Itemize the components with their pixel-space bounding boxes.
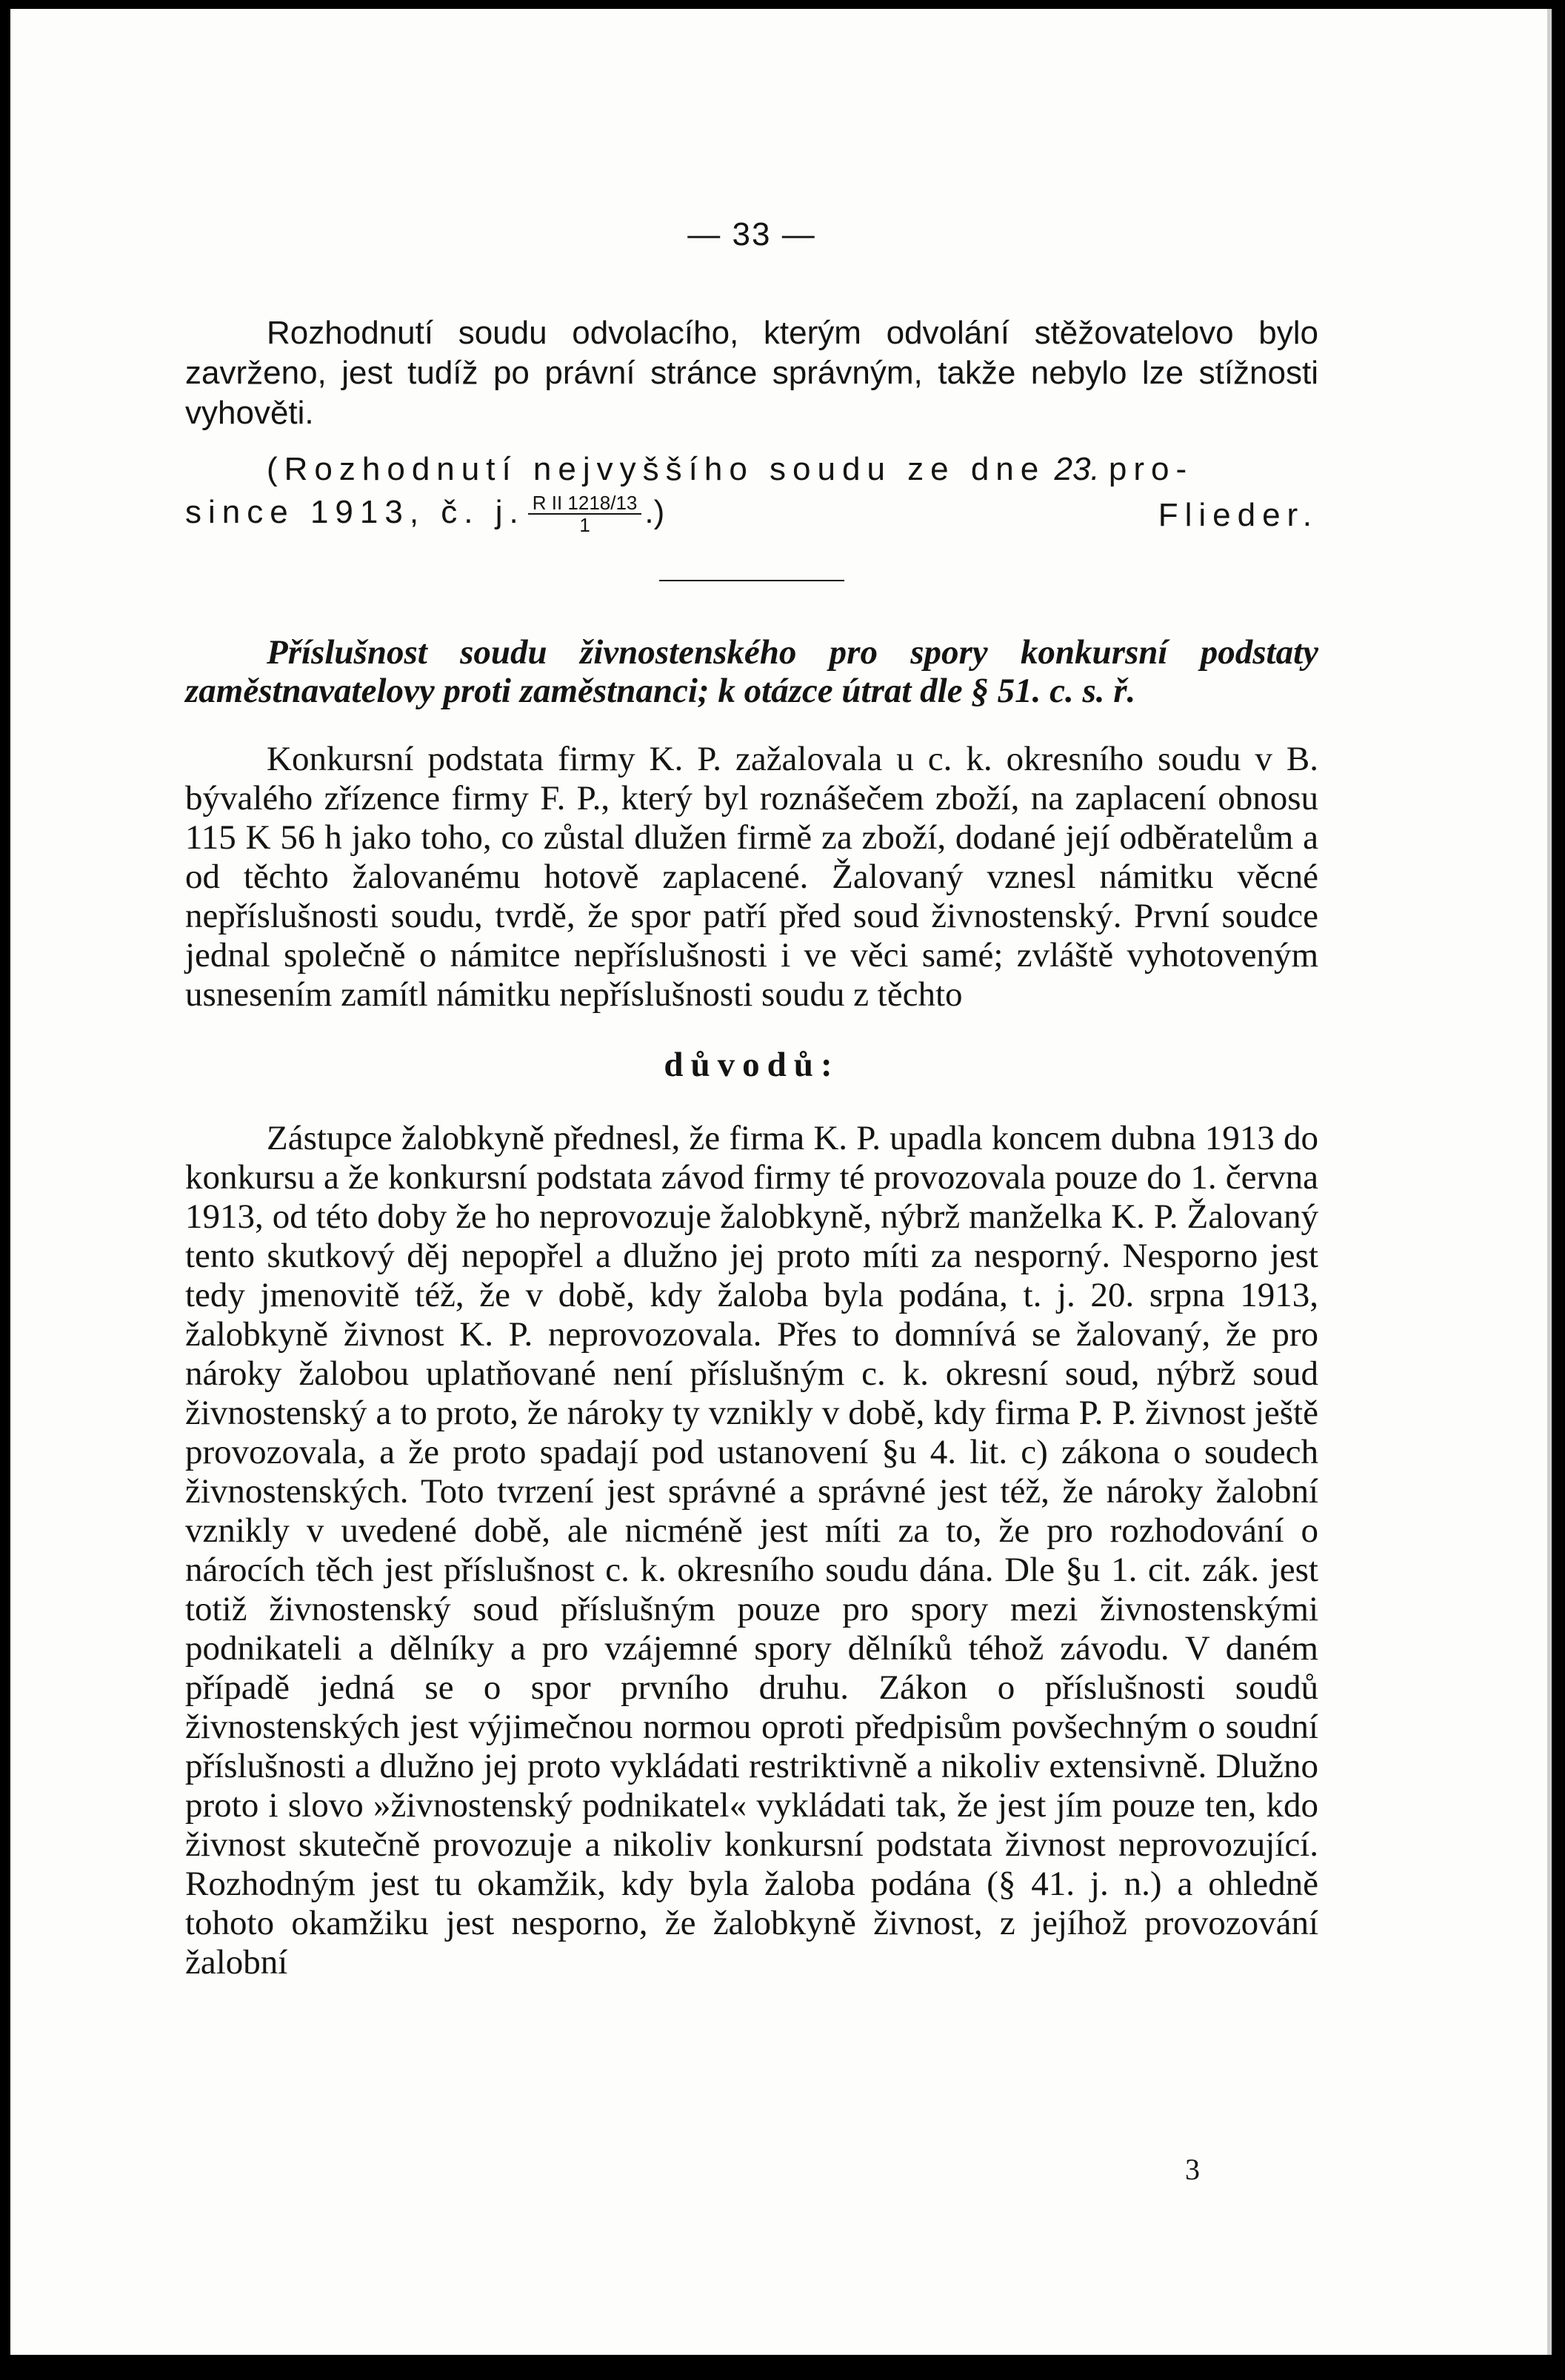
section-divider [659, 580, 844, 581]
section-paragraph-1: Konkursní podstata firmy K. P. zažalovala u c. k. okresního soudu v B. bývalého zřízence firmy F. P., který byl roznášečem zboží, na zaplacení obnosu 115 K 56 h jako toho, co zůstal dlužen firmě za zboží, dodané její odběratelům a od těchto žalovanému hotově zaplacené. Žalovaný vznesl námitku věcné nepříslušnosti soudu, tvrdě, že spor patří před soud živnostenský. První soudce jednal společně o námitce nepříslušnosti i ve věci samé; zvláště vyhotoveným usnesením zamítl námitku nepříslušnosti soudu z těchto [185, 740, 1318, 1014]
reference-denominator: 1 [579, 514, 590, 537]
section-heading: Příslušnost soudu živnostenského pro spory konkursní podstaty zaměstnavatelovy proti zaměstnanci; k otázce útrat dle § 51. c. s. ř. [185, 633, 1318, 711]
page-content [185, 215, 1318, 1982]
decision-citation [185, 449, 1318, 489]
decision-prefix: (Rozhodnutí nejvyššího soudu ze dne [267, 451, 1046, 487]
section-paragraph-2: Zástupce žalobkyně přednesl, že firma K. P. upadla koncem dubna 1913 do konkursu a že konkursní podstata závod firmy té provozovala pouze do 1. června 1913, od této doby že ho neprovozuje žalobkyně, nýbrž manželka K. P. Žalovaný tento skutkový děj nepopřel a dlužno jej proto míti za nesporný. Nesporno jest tedy jmenovitě též, že v době, kdy žaloba byla podána, t. j. 20. srpna 1913, žalobkyně živnost K. P. neprovozovala. Přes to domnívá se žalovaný, že pro nároky žalobou uplatňované není příslušným c. k. okresní soud, nýbrž soud živnostenský a to proto, že nároky ty vznikly v době, kdy firma P. P. živnost ještě provozovala, a že proto spadají pod ustanovení §u 4. lit. c) zákona o soudech živnostenských. Toto tvrzení jest správné a správné jest též, že nároky žalobní vznikly v uvedené době, ale nicméně jest míti za to, že pro rozhodování o nárocích těch jest příslušnost c. k. okresního soudu dána. Dle §u 1. cit. zák. jest totiž živnostenský soud příslušným pouze pro spory mezi živnostenskými podnikateli a dělníky a pro vzájemné spory dělníků téhož závodu. V daném případě jedná se o spor prvního druhu. Zákon o příslušnosti soudů živnostenských jest výjimečnou normou oproti předpisům povšechným o soudní příslušnosti a dlužno jej proto vykládati restriktivně a nikoliv extensivně. Dlužno proto i slovo »živnostenský podnikatel« vykládati tak, že jest jím pouze ten, kdo živnost skutečně provozuje a nikoliv konkursní podstata živnost neprovozující. Rozhodným jest tu okamžik, kdy byla žaloba podána (§ 41. j. n.) a ohledně tohoto okamžiku jest nesporno, že žalobkyně živnost, z jejíhož provozování žalobní [185, 1119, 1318, 1982]
decision-suffix: .) [644, 494, 665, 530]
decision-date-month: pro- [1108, 451, 1194, 487]
decision-citation-line2 [185, 492, 1318, 535]
decision-reference [185, 492, 664, 535]
page-number: — 33 — [687, 216, 816, 253]
reference-fraction [528, 492, 642, 535]
decision-date-cont: since 1913, č. j. [185, 494, 525, 530]
reference-numerator: R II 1218/13 [528, 492, 642, 515]
intro-paragraph: Rozhodnutí soudu odvolacího, kterým odvolání stěžovatelovo bylo zavrženo, jest tudíž po právní stránce správným, takže nebylo lze stížnosti vyhověti. [185, 315, 1318, 431]
footer-page-number: 3 [1185, 2153, 1200, 2186]
decision-author: Flieder. [1158, 497, 1318, 534]
decision-date-day: 23. [1054, 451, 1100, 487]
reasons-heading: důvodů: [664, 1046, 840, 1085]
